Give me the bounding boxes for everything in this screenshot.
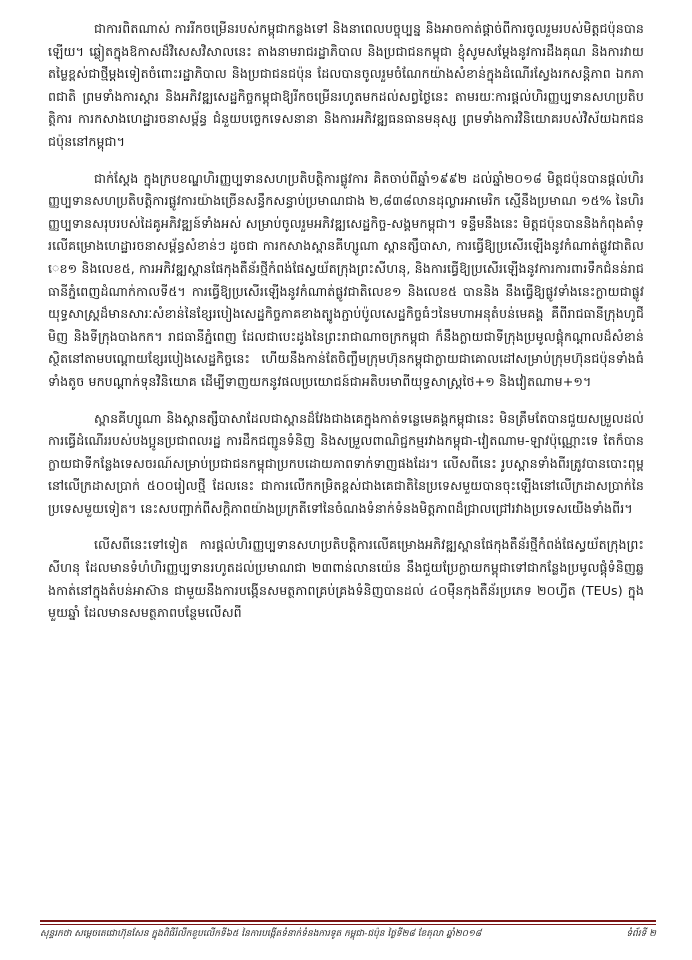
footer-rule-bottom	[40, 924, 656, 925]
footer-text: សុន្ទរកថា សម្តេចតេជោហ៊ុនសែន ក្នុងពិធីរំលឹកខួបលើកទី៦៥ នៃការបង្កើតទំនាក់ទំនងការទូត កម្ពុជា-ជប៉ុន ថ្ងៃទី២៨ ខែតុលា ឆ្នាំ២០១៨	[40, 929, 482, 939]
document-body	[48, 18, 644, 908]
paragraph-1: ជាការពិតណាស់ ការរីកចម្រើនរបស់កម្ពុជាកន្លងទៅ និងនាពេលបច្ចុប្បន្ន និងអាចកាត់ផ្តាច់ពីការចូលរួមរបស់មិត្តជប៉ុនបានឡើយ។ ឆ្លៀតក្នុងឱកាសដ៏វិសេសវិសាលនេះ តាងនាមរាជរដ្ឋាភិបាល និងប្រជាជនកម្ពុជា ខ្ញុំសូមសម្តែងនូវការដឹងគុណ និងការវាយតម្លៃខ្ពស់ជាថ្មីម្តងទៀតចំពោះរដ្ឋាភិបាល និងប្រជាជនជប៉ុន ដែលបានចូលរួមចំណែកយ៉ាងសំខាន់ក្នុងដំណើរស្វែងរកសន្តិភាព ឯកភាពជាតិ ព្រមទាំងការស្តារ និងអភិវឌ្ឍសេដ្ឋកិច្ចកម្ពុជាឱ្យរីកចម្រើនរហូតមកដល់សព្វថ្ងៃនេះ តាមរយៈការផ្តល់ហិរញ្ញប្បទានសហប្រតិបត្តិការ ការកសាងហេដ្ឋារចនាសម្ព័ន្ធ ជំនួយបច្ចេកទេសនានា និងការអភិវឌ្ឍធនធានមនុស្ស ព្រមទាំងការវិនិយោគរបស់វិស័យឯកជនជប៉ុននៅកម្ពុជា។	[48, 21, 644, 149]
paragraph-4: លើសពីនេះទៅទៀត ការផ្តល់ហិរញ្ញប្បទានសហប្រតិបត្តិការលើគម្រោងអភិវឌ្ឍស្ពានផែកុងតឺន័រថ្មីកំពង់ផែស្វយ័តក្រុងព្រះសីហនុ ដែលមានទំហំហិរញ្ញប្បទានរហូតដល់ប្រមាណជា ២៣ពាន់លានយ៉េន នឹងជួយប្រែក្លាយកម្ពុជាទៅជាកន្លែងប្រមូលផ្តុំទំនិញឆ្លងកាត់នៅក្នុងតំបន់អាស៊ាន ជាមួយនឹងការបង្កើនសមត្ថភាពគ្រប់គ្រងទំនិញបានដល់ ៤០ម៉ឺនកុងតឺន័រប្រភេទ ២០ហ្វីត (TEUs) ក្នុងមួយឆ្នាំ ដែលមានសមត្ថភាពបន្ថែមលើសពី	[48, 537, 644, 621]
page-footer	[40, 920, 656, 944]
paragraph-3: ស្ពានគីហ្សូណា និងស្ពានត្សឹបាសាដែលជាស្ពានដ៏វែងជាងគេក្នុងកាត់ទន្លេមេគង្គកម្ពុជានេះ មិនត្រឹមតែបានជួយសម្រួលដល់ការធ្វើដំណើររបស់បងប្អូនប្រជាពលរដ្ឋ ការដឹកជញ្ជូនទំនិញ និងសម្រួលពាណិជ្ជកម្មរវាងកម្ពុជា-វៀតណាម-ឡាវប៉ុណ្ណោះទេ តែក៏បានក្លាយជាទីកន្លែងទេសចរណ៍សម្រាប់ប្រជាជនកម្ពុជាប្រកបដោយភាពទាក់ទាញផងដែរ។ លើសពីនេះ រូបស្ពានទាំងពីរត្រូវបានបោះពុម្ពនៅលើក្រដាសប្រាក់ ៥០០រៀលថ្មី ដែលនេះ ជាការលើកកម្រិតខ្ពស់ជាងគេជាតិនៃប្រទេសមួយបានចុះឡើងនៅលើក្រដាសប្រាក់នៃប្រទេសមួយទៀត។ នេះសបញ្ជាក់ពីសក្តិភាពយ៉ាងប្រក្រតីទៅនៃចំណងទំនាក់ទំនងមិត្តភាពដ៏ជ្រាលជ្រៅរវាងប្រទេសយើងទាំងពីរ។	[48, 410, 644, 516]
footer-rule-top	[40, 920, 656, 922]
paragraph-2: ជាក់ស្តែង ក្នុងក្របខណ្ឌហិរញ្ញប្បទានសហប្រតិបត្តិការផ្លូវការ គិតចាប់ពីឆ្នាំ១៩៩២ ដល់ឆ្នាំ២០១៨ មិត្តជប៉ុនបានផ្តល់ហិរញ្ញប្បទានសហប្រតិបត្តិការផ្លូវការយ៉ាងច្រើនសន្ធឹកសន្ធាប់ប្រមាណជាង ២,៨៣៨លានដុល្លារអាមេរិក ស្មើនឹងប្រមាណ ១៥% នៃហិរញ្ញប្បទានសរុបរបស់ដៃគូអភិវឌ្ឍន៍ទាំងអស់ សម្រាប់ចូលរួមអភិវឌ្ឍសេដ្ឋកិច្ច-សង្គមកម្ពុជា។ ទន្ទឹមនឹងនេះ មិត្តជប៉ុនបាននិងកំពុងគាំទ្រលើគម្រោងហេដ្ឋារចនាសម្ព័ន្ធសំខាន់ៗ ដូចជា ការកសាងស្ពានគីហ្សូណា ស្ពានត្សឹបាសា, ការធ្វើឱ្យប្រសើរឡើងនូវកំណាត់ផ្លូវជាតិលេខ១ និងលេខ៥, ការអភិវឌ្ឍស្ពានផែកុងតឺន័រថ្មីកំពង់ផែស្វយ័តក្រុងព្រះសីហនុ, និងការធ្វើឱ្យប្រសើរឡើងនូវការការពារទឹកជំនន់រាជធានីភ្នំពេញដំណាក់កាលទី៥។ ការធ្វើឱ្យប្រសើរឡើងនូវកំណាត់ផ្លូវជាតិលេខ១ និងលេខ៥ បាននិង នឹងធ្វើឱ្យផ្លូវទាំងនេះក្លាយជាផ្លូវយុទ្ធសាស្ត្រដ៏មានសារៈសំខាន់នៃខ្សែរបៀងសេដ្ឋកិច្ចភាគខាងត្បូងភ្ជាប់ប៉ូលសេដ្ឋកិច្ចធំៗនៃមហាអនុតំបន់មេគង្គ គឺពីរាជធានីក្រុងហូជីមិញ និងទីក្រុងបាងកក។ រាជធានីភ្នំពេញ ដែលជាបេះដូងនៃព្រះរាជាណាចក្រកម្ពុជា ក៏នឹងក្លាយជាទីក្រុងប្រមូលផ្តុំកណ្តាលដ៏សំខាន់ស្ថិតនៅតាមបណ្តោយខ្សែរបៀងសេដ្ឋកិច្ចនេះ ហើយនឹងកាន់តែចិញ្ចឹមក្រុមហ៊ុនកម្ពុជាក្លាយជាគោលដៅសម្រាប់ក្រុមហ៊ុនជប៉ុនទាំងធំ ទាំងតូច មកបណ្តាក់ទុនវិនិយោគ ដើម្បីទាញយកនូវផលប្រយោជន៍ជាអតិបរមាពីយុទ្ធសាស្ត្រថៃ+១ និងវៀតណាម+១។	[48, 170, 644, 389]
page-number: ទំព័រទី ២	[626, 929, 656, 939]
